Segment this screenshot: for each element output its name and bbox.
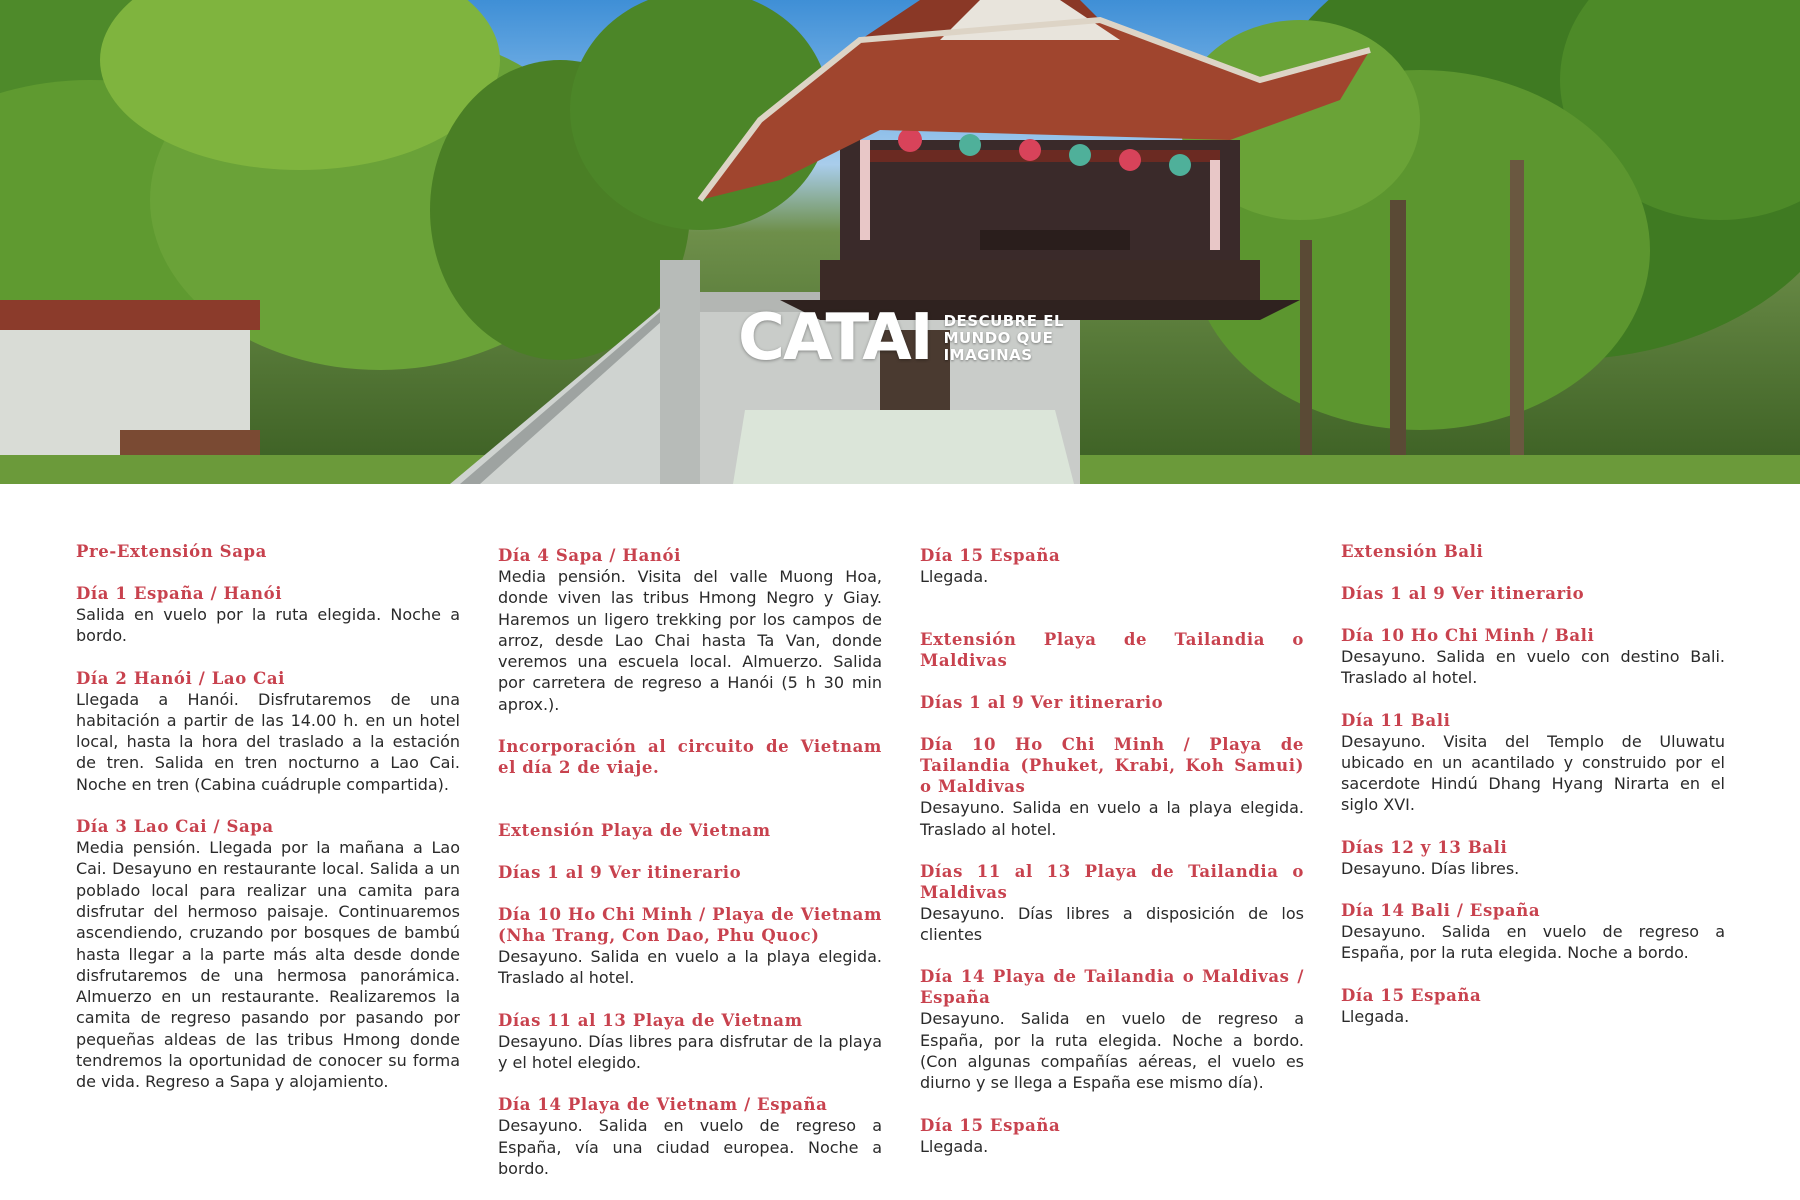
day-text: Media pensión. Visita del valle Muong Hoa, donde viven las tribus Hmong Negro y Giay. Haremos un ligero trekking por los campos de arroz, desde Lao Chai hasta Ta Van, donde veremos una escuela local. Almuerzo. Salida por carretera de regreso a Hanói (5 h 30 min aprox.). (498, 567, 882, 714)
tagline-line: DESCUBRE EL (943, 311, 1065, 330)
day-title: Días 1 al 9 Ver itinerario (1341, 584, 1585, 603)
day-title: Día 2 Hanói / Lao Cai (76, 668, 286, 688)
day-text: Desayuno. Visita del Templo de Uluwatu ubicado en un acantilado y construido por el sacerdote Hindú Dhang Hyang Nirarta en el siglo XVI. (1341, 731, 1725, 815)
day-text: Llegada. (920, 1136, 989, 1156)
brand-name: CATAI (738, 301, 932, 375)
section-title: Extensión Playa de Vietnam (498, 821, 771, 841)
day-title: Días 12 y 13 Bali (1341, 837, 1508, 857)
day-text: Llegada. (920, 567, 989, 586)
day-title: Día 10 Ho Chi Minh / Playa de Vietnam (Nha Trang, Con Dao, Phu Quoc) (498, 905, 882, 946)
itinerary-column-4 (1341, 541, 1725, 1027)
day-text: Media pensión. Llegada por la mañana a Lao Cai. Desayuno en restaurante local. Salida a un poblado local para realizar una camita para disfrutar del hermoso paisaje. Continuaremos ascendiendo, cruzando por bosques de bambú hasta llegar a la parte más alta desde donde disfrutaremos de una hermosa panorámica. Almuerzo en un restaurante. Realizaremos la camita de regreso pasando por pasando por pequeñas aldeas de las tribus Hmong donde tendremos la oportunidad de conocer su forma de vida. Regreso a Sapa y alojamiento. (76, 838, 460, 1092)
pagoda-photo-icon (0, 0, 1800, 484)
day-title: Día 10 Ho Chi Minh / Bali (1341, 626, 1595, 645)
day-text: Desayuno. Días libres para disfrutar de la playa y el hotel elegido. (498, 1031, 882, 1072)
day-text: Desayuno. Salida en vuelo de regreso a España, por la ruta elegida. Noche a bordo. (Con algunas compañías aéreas, el vuelo es diurno y se llega a España ese mismo día). (920, 1009, 1304, 1093)
day-text: Desayuno. Días libres. (1341, 858, 1520, 878)
day-title: Día 11 Bali (1341, 710, 1451, 730)
day-text: Desayuno. Días libres a disposición de los clientes (920, 903, 1304, 945)
itinerary-column-1 (76, 541, 460, 1093)
day-text: Desayuno. Salida en vuelo de regreso a España, por la ruta elegida. Noche a bordo. (1341, 922, 1725, 963)
day-title: Día 14 Playa de Tailandia o Maldivas / España (920, 967, 1304, 1008)
day-title: Día 14 Playa de Vietnam / España (498, 1095, 828, 1115)
day-text: Desayuno. Salida en vuelo de regreso a España, vía una ciudad europea. Noche a bordo. (498, 1116, 882, 1178)
day-title: Día 10 Ho Chi Minh / Playa de Tailandia (Phuket, Krabi, Koh Samui) o Maldivas (920, 735, 1304, 797)
section-title: Extensión Bali (1341, 542, 1484, 561)
catai-logo (738, 301, 1065, 375)
day-text: Desayuno. Salida en vuelo con destino Bali. Traslado al hotel. (1341, 647, 1725, 688)
day-text: Llegada. (1341, 1006, 1410, 1026)
day-text: Llegada a Hanói. Disfrutaremos de una habitación a partir de las 14.00 h. en un hotel local, hasta la hora del traslado a la estación de tren. Salida en tren nocturno a Lao Cai. Noche en tren (Cabina cuádruple compartida). (76, 689, 460, 794)
day-title: Día 15 España (920, 1115, 1061, 1135)
day-title: Día 1 España / Hanói (76, 584, 283, 603)
section-title: Pre-Extensión Sapa (76, 542, 267, 561)
day-title: Día 4 Sapa / Hanói (498, 546, 681, 565)
tagline-line: MUNDO QUE (943, 328, 1054, 347)
day-title: Día 15 España (920, 546, 1061, 565)
day-title: Días 1 al 9 Ver itinerario (498, 863, 742, 883)
brand-tagline (944, 313, 1064, 364)
note-title: Incorporación al circuito de Vietnam el día 2 de viaje. (498, 737, 882, 778)
day-title: Días 1 al 9 Ver itinerario (920, 693, 1164, 713)
itinerary-column-3 (920, 545, 1304, 1157)
day-title: Días 11 al 13 Playa de Tailandia o Maldivas (920, 861, 1304, 902)
day-text: Desayuno. Salida en vuelo a la playa elegida. Traslado al hotel. (498, 947, 882, 988)
day-title: Días 11 al 13 Playa de Vietnam (498, 1010, 803, 1030)
day-title: Día 3 Lao Cai / Sapa (76, 817, 274, 837)
tagline-line: IMAGINAS (943, 345, 1033, 364)
itinerary-column-2 (498, 545, 882, 1179)
hero-photo (0, 0, 1800, 484)
day-title: Día 14 Bali / España (1341, 901, 1541, 921)
day-text: Desayuno. Salida en vuelo a la playa elegida. Traslado al hotel. (920, 798, 1304, 839)
day-title: Día 15 España (1341, 985, 1482, 1005)
day-text: Salida en vuelo por la ruta elegida. Noche a bordo. (76, 605, 460, 646)
section-title: Extensión Playa de Tailandia o Maldivas (920, 630, 1304, 671)
